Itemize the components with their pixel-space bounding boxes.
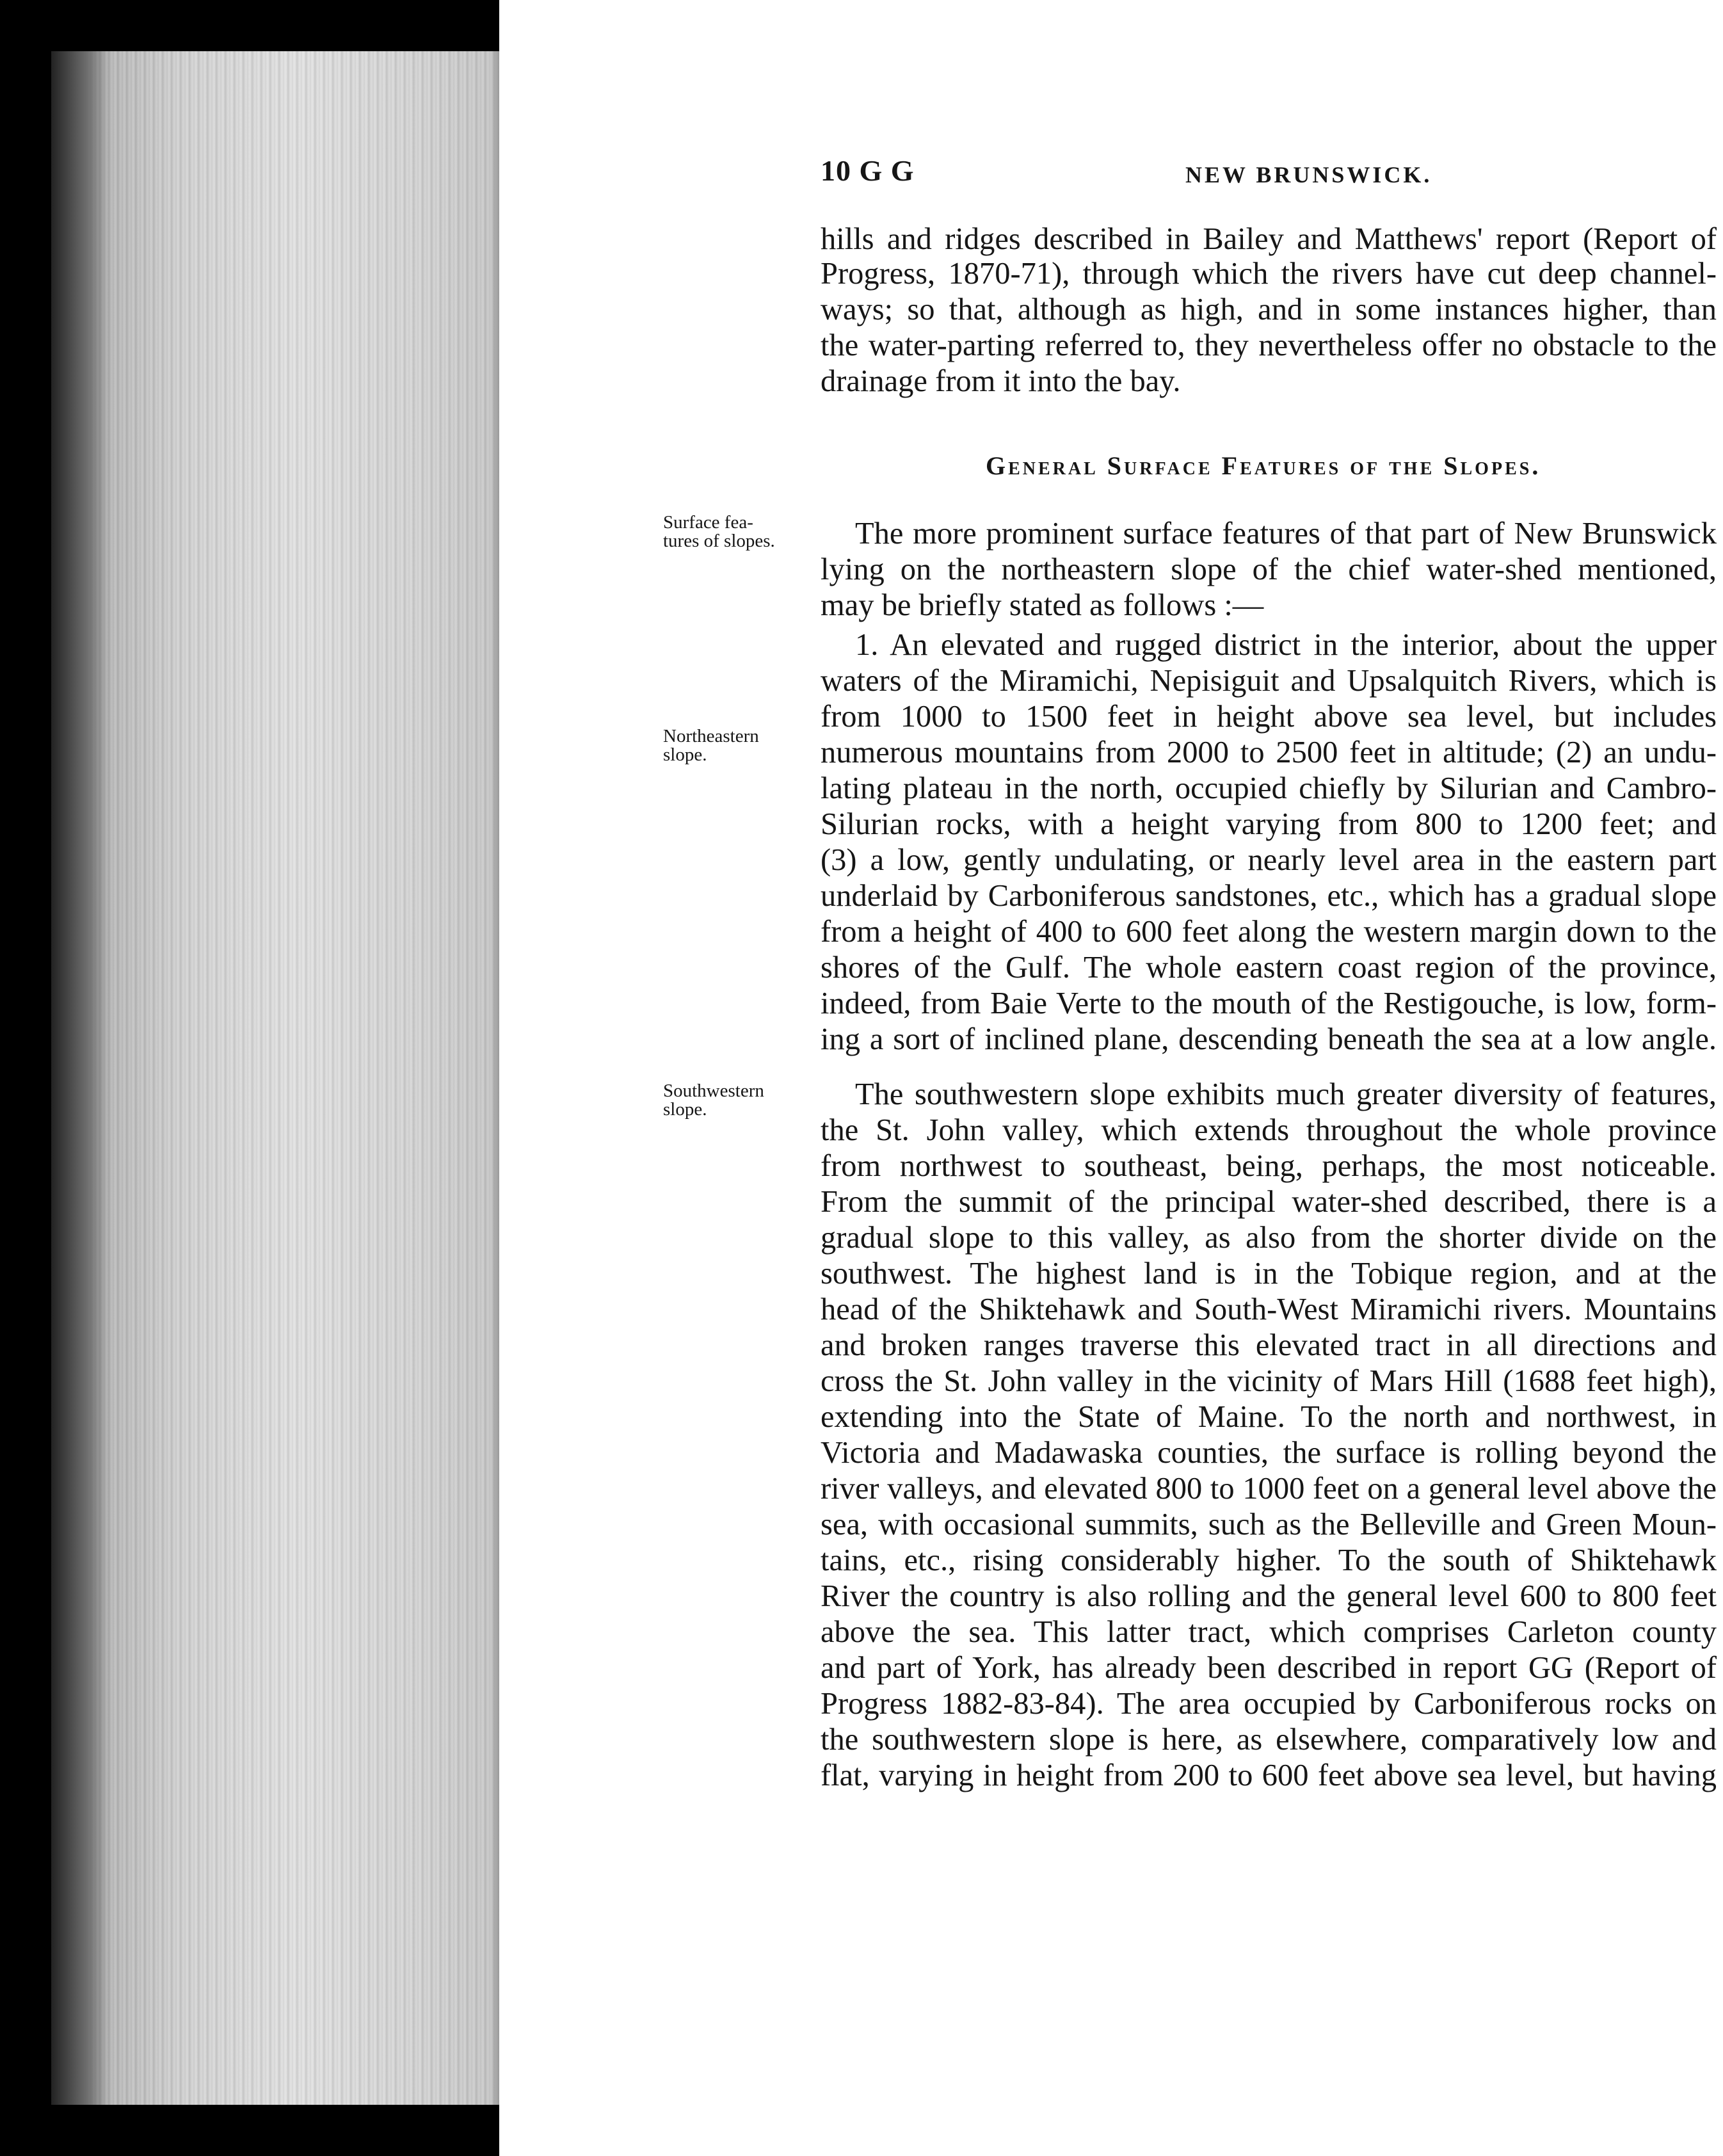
text-line: from a height of 400 to 600 feet along the western margin down to the: [821, 915, 1717, 949]
text-line: waters of the Miramichi, Nepisiguit and Upsalquitch Rivers, which is: [821, 664, 1717, 698]
text-line: and broken ranges traverse this elevated tract in all directions and: [821, 1328, 1717, 1362]
text-line: the southwestern slope is here, as elsewhere, comparatively low and: [821, 1723, 1717, 1757]
margin-note-line: tures of slopes.: [663, 531, 775, 551]
text-line: drainage from it into the bay.: [821, 364, 1181, 398]
page-number: 10 G G: [821, 154, 915, 187]
text-line: lating plateau in the north, occupied chiefly by Silurian and Cambro-: [821, 771, 1717, 805]
margin-note-surface-features: [663, 513, 810, 551]
bottom-shadow: [0, 2105, 499, 2156]
running-title: NEW BRUNSWICK.: [1185, 162, 1432, 188]
text-line: The southwestern slope exhibits much greater diversity of features,: [855, 1077, 1717, 1111]
text-line: numerous mountains from 2000 to 2500 feet in altitude; (2) an undu-: [821, 736, 1717, 769]
text-line: River the country is also rolling and the general level 600 to 800 feet: [821, 1579, 1717, 1613]
text-line: ways; so that, although as high, and in some instances higher, than: [821, 293, 1717, 326]
text-line: 1. An elevated and rugged district in the interior, about the upper: [855, 628, 1717, 662]
margin-note-line: Surface fea-: [663, 512, 753, 533]
text-line: Victoria and Madawaska counties, the surface is rolling beyond the: [821, 1436, 1717, 1470]
text-line: Progress, 1870-71), through which the rivers have cut deep channel-: [821, 257, 1717, 291]
text-line: indeed, from Baie Verte to the mouth of the Restigouche, is low, form-: [821, 986, 1717, 1020]
text-line: lying on the northeastern slope of the chief water-shed mentioned,: [821, 552, 1717, 586]
text-line: from northwest to southeast, being, perhaps, the most noticeable.: [821, 1149, 1717, 1183]
text-line: shores of the Gulf. The whole eastern coast region of the province,: [821, 951, 1717, 985]
margin-note-line: slope.: [663, 744, 707, 765]
text-line: head of the Shiktehawk and South-West Miramichi rivers. Mountains: [821, 1292, 1717, 1326]
text-line: (3) a low, gently undulating, or nearly level area in the eastern part: [821, 843, 1717, 877]
text-line: tains, etc., rising considerably higher. To the south of Shiktehawk: [821, 1543, 1717, 1577]
text-line: Silurian rocks, with a height varying from 800 to 1200 feet; and: [821, 807, 1717, 841]
margin-note-line: Northeastern: [663, 726, 759, 746]
text-line: From the summit of the principal water-shed described, there is a: [821, 1185, 1717, 1219]
text-line: The more prominent surface features of that part of New Brunswick: [855, 517, 1717, 551]
text-line: may be briefly stated as follows :—: [821, 588, 1264, 622]
text-line: flat, varying in height from 200 to 600 feet above sea level, but having: [821, 1758, 1717, 1792]
page-edges: [51, 0, 499, 2156]
text-line: the water-parting referred to, they nevertheless offer no obstacle to the: [821, 328, 1717, 362]
text-line: and part of York, has already been described in report GG (Report of: [821, 1651, 1717, 1685]
text-line: gradual slope to this valley, as also from the shorter divide on the: [821, 1221, 1717, 1255]
text-line: sea, with occasional summits, such as the Belleville and Green Moun-: [821, 1508, 1717, 1541]
text-line: from 1000 to 1500 feet in height above sea level, but includes: [821, 700, 1717, 734]
section-heading: General Surface Features of the Slopes.: [986, 451, 1541, 480]
margin-note-line: Southwestern: [663, 1081, 764, 1101]
margin-note-southwestern: [663, 1082, 810, 1119]
text-line: the St. John valley, which extends throughout the whole province: [821, 1113, 1717, 1147]
text-line: extending into the State of Maine. To the north and northwest, in: [821, 1400, 1717, 1434]
text-line: southwest. The highest land is in the Tobique region, and at the: [821, 1257, 1717, 1291]
text-line: cross the St. John valley in the vicinity of Mars Hill (1688 feet high),: [821, 1364, 1717, 1398]
margin-note-line: slope.: [663, 1099, 707, 1120]
top-shadow: [0, 0, 499, 51]
text-line: hills and ridges described in Bailey and Matthews' report (Report of: [821, 222, 1717, 256]
margin-note-northeastern: [663, 727, 810, 764]
text-line: ing a sort of inclined plane, descending beneath the sea at a low angle.: [821, 1022, 1717, 1056]
text-line: Progress 1882-83-84). The area occupied by Carboniferous rocks on: [821, 1687, 1717, 1721]
text-line: river valleys, and elevated 800 to 1000 feet on a general level above the: [821, 1472, 1717, 1506]
text-line: above the sea. This latter tract, which comprises Carleton county: [821, 1615, 1717, 1649]
text-line: underlaid by Carboniferous sandstones, etc., which has a gradual slope: [821, 879, 1717, 913]
